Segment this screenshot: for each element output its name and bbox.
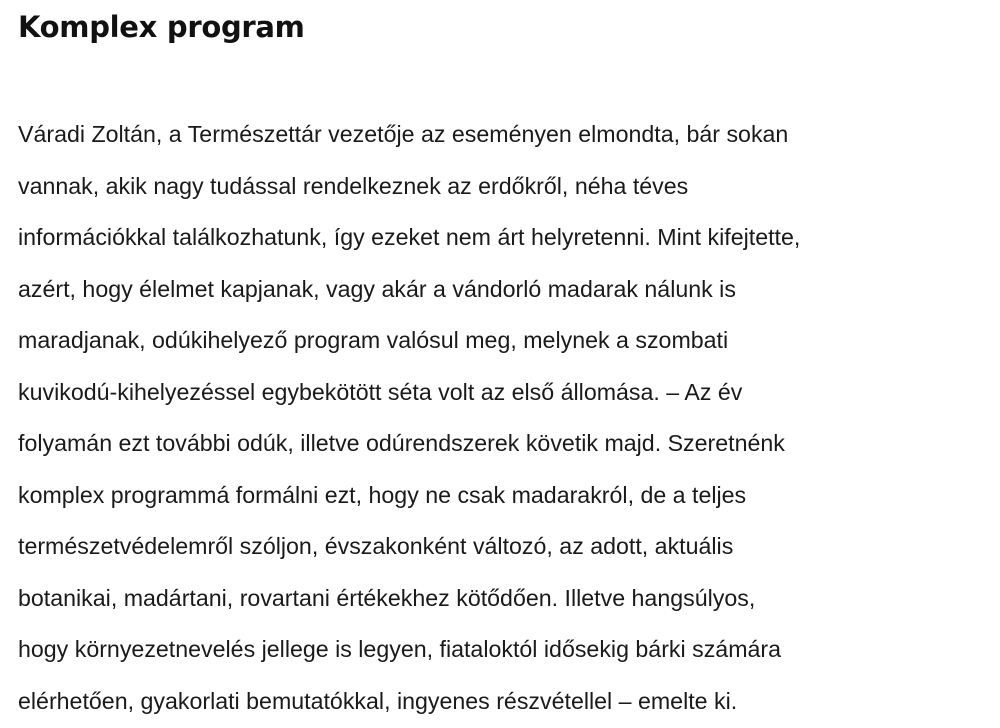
paragraph-line: komplex programmá formálni ezt, hogy ne csak madarakról, de a teljes: [18, 481, 747, 508]
paragraph-line: elérhetően, gyakorlati bemutatókkal, ingyenes részvétellel – emelte ki.: [18, 687, 738, 714]
paragraph-line: hogy környezetnevelés jellege is legyen, fiataloktól idősekig bárki számára: [18, 636, 782, 662]
paragraph-line: vannak, akik nagy tudással rendelkeznek az erdőkről, néha téves: [18, 172, 689, 199]
paragraph-line: maradjanak, odúkihelyező program valósul meg, melynek a szombati: [18, 327, 729, 353]
paragraph-line: azért, hogy élelmet kapjanak, vagy akár a vándorló madarak nálunk is: [18, 275, 736, 302]
paragraph-line: kuvikodú-kihelyezéssel egybekötött séta volt az első állomása. – Az év: [18, 378, 743, 405]
section-heading: Komplex program: [18, 10, 305, 44]
paragraph-line: folyamán ezt további odúk, illetve odúrendszerek követik majd. Szeretnénk: [18, 430, 785, 456]
article-paragraph: [18, 109, 980, 727]
paragraph-line: információkkal találkozhatunk, így ezeket nem árt helyretenni. Mint kifejtette,: [18, 224, 801, 250]
paragraph-line: természetvédelemről szóljon, évszakonként változó, az adott, aktuális: [18, 533, 734, 559]
paragraph-line: Váradi Zoltán, a Természettár vezetője az eseményen elmondta, bár sokan: [18, 121, 789, 147]
paragraph-line: botanikai, madártani, rovartani értékekhez kötődően. Illetve hangsúlyos,: [18, 584, 756, 611]
